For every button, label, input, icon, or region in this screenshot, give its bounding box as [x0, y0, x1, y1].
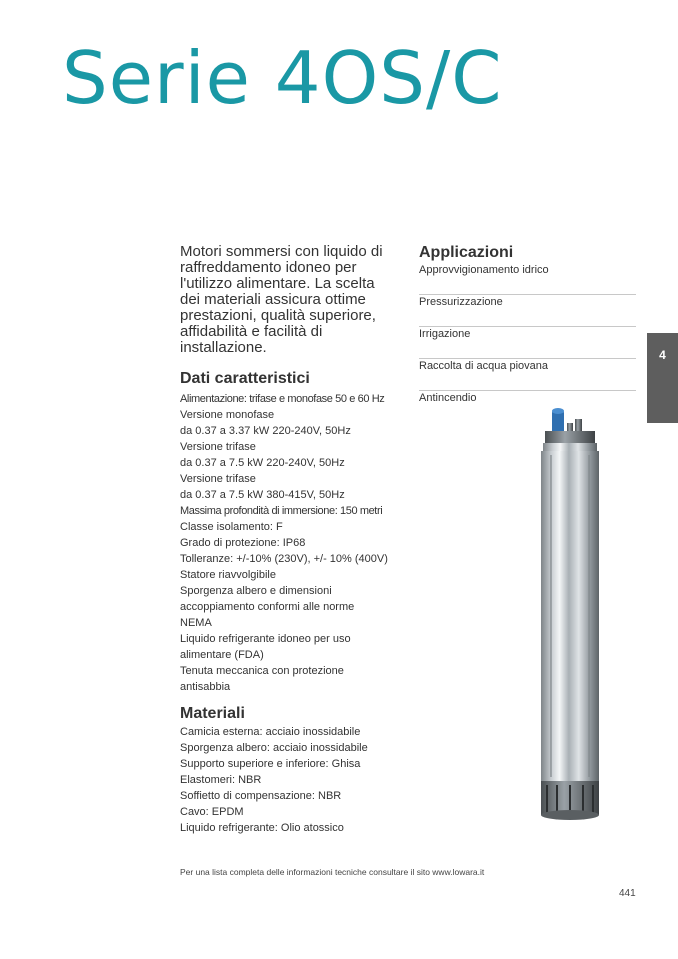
- applications-heading: Applicazioni: [419, 244, 514, 261]
- feature-item: Alimentazione: trifase e monofase 50 e 60 Hz: [180, 393, 385, 405]
- material-item: Elastomeri: NBR: [180, 774, 262, 786]
- feature-item: antisabbia: [180, 681, 231, 693]
- application-item: Pressurizzazione: [419, 295, 636, 327]
- material-item: Supporto superiore e inferiore: Ghisa: [180, 758, 361, 770]
- material-item: Cavo: EPDM: [180, 806, 244, 818]
- feature-item: accoppiamento conformi alle norme: [180, 601, 355, 613]
- feature-item: Tolleranze: +/-10% (230V), +/- 10% (400V): [180, 553, 388, 565]
- submersible-motor-image: [525, 405, 635, 825]
- feature-item: Classe isolamento: F: [180, 521, 283, 533]
- feature-item: Tenuta meccanica con protezione: [180, 665, 344, 677]
- feature-item: Grado di protezione: IP68: [180, 537, 306, 549]
- section-tab-number: 4: [659, 348, 666, 362]
- applications-list: [419, 263, 636, 423]
- material-item: Sporgenza albero: acciaio inossidabile: [180, 742, 368, 754]
- feature-item: da 0.37 a 7.5 kW 220-240V, 50Hz: [180, 457, 345, 469]
- feature-item: Sporgenza albero e dimensioni: [180, 585, 332, 597]
- feature-item: Liquido refrigerante idoneo per uso: [180, 633, 351, 645]
- features-list: [180, 391, 402, 695]
- application-item: Approvvigionamento idrico: [419, 263, 636, 295]
- materials-heading: Materiali: [180, 705, 245, 722]
- footnote: Per una lista completa delle informazioni tecniche consultare il sito www.lowara.it: [180, 867, 485, 877]
- feature-item: Versione trifase: [180, 441, 256, 453]
- material-item: Camicia esterna: acciaio inossidabile: [180, 726, 361, 738]
- feature-item: NEMA: [180, 617, 212, 629]
- page-title: Serie 4OS/C: [62, 36, 503, 120]
- material-item: Liquido refrigerante: Olio atossico: [180, 822, 344, 834]
- application-item: Irrigazione: [419, 327, 636, 359]
- intro-paragraph: Motori sommersi con liquido di raffreddamento idoneo per l'utilizzo alimentare. La scelta dei materiali assicura ottime prestazioni, qualità superiore, affidabilità e facilità di installazione.: [180, 243, 383, 356]
- materials-list: [180, 724, 410, 836]
- feature-item: Versione monofase: [180, 409, 275, 421]
- motor-body: [541, 451, 599, 781]
- application-item: Raccolta di acqua piovana: [419, 359, 636, 391]
- application-item: Antincendio: [419, 392, 477, 404]
- motor-top-fittings: [543, 408, 597, 453]
- feature-item: alimentare (FDA): [180, 649, 264, 661]
- feature-item: Statore riavvolgibile: [180, 569, 276, 581]
- feature-item: Massima profondità di immersione: 150 metri: [180, 505, 383, 517]
- feature-item: da 0.37 a 3.37 kW 220-240V, 50Hz: [180, 425, 351, 437]
- feature-item: da 0.37 a 7.5 kW 380-415V, 50Hz: [180, 489, 345, 501]
- section-tab: [647, 333, 678, 423]
- page-number: 441: [619, 888, 636, 899]
- material-item: Soffietto di compensazione: NBR: [180, 790, 342, 802]
- motor-bottom-base: [541, 781, 599, 820]
- feature-item: Versione trifase: [180, 473, 256, 485]
- features-heading: Dati caratteristici: [180, 370, 310, 387]
